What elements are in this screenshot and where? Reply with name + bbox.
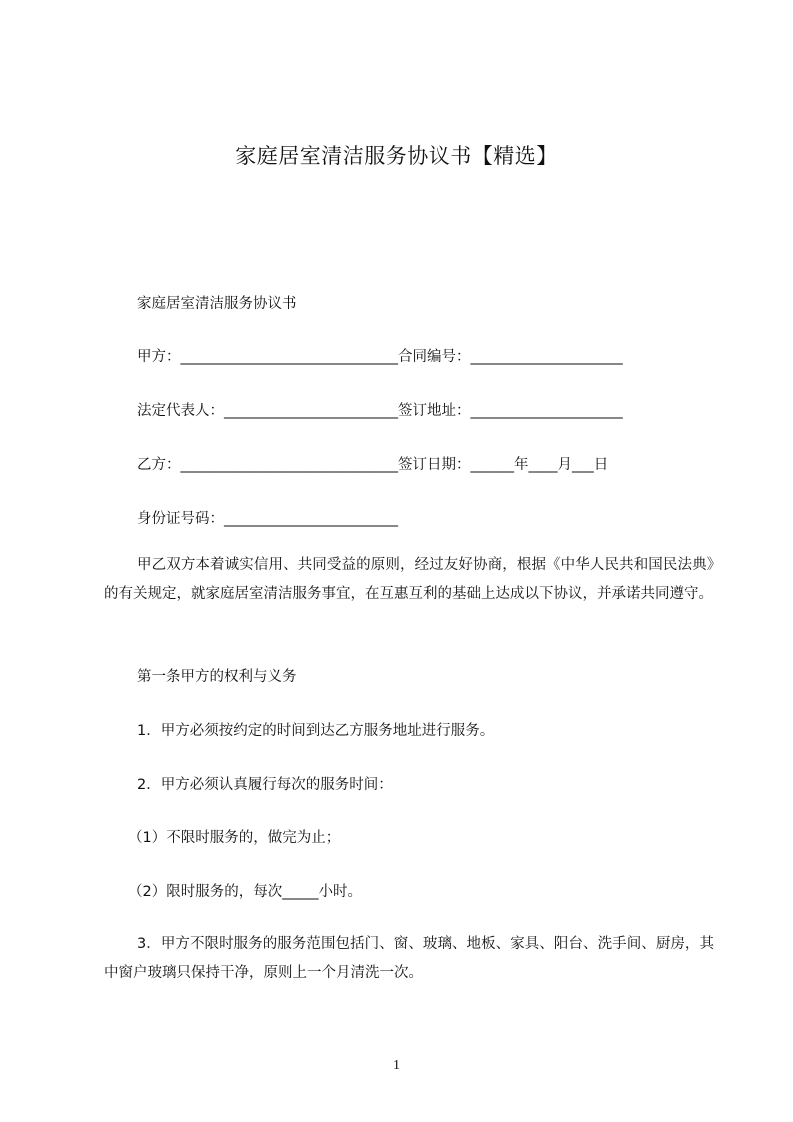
sign-date-value: ______年____月___日	[470, 457, 609, 473]
item-2: 2．甲方必须认真履行每次的服务时间：	[137, 777, 393, 793]
item-1: 1．甲方必须按约定的时间到达乙方服务地址进行服务。	[137, 723, 495, 739]
sign-place-label: 签订地址：	[398, 403, 471, 419]
page-number: 1	[393, 1058, 400, 1073]
sign-place-blank: _____________________	[470, 403, 623, 419]
item-2-2: （2）限时服务的，每次_____小时。	[128, 884, 362, 900]
item-2-1: （1）不限时服务的，做完为止；	[128, 830, 341, 846]
item-3-paragraph: 3．甲方不限时服务的服务范围包括门、窗、玻璃、地板、家具、阳台、洗手间、厨房，其中窗户玻璃只保持干净，原则上一个月清洗一次。	[104, 936, 714, 981]
document-title: 家庭居室清洁服务协议书【精选】	[235, 144, 558, 168]
article1-title: 第一条甲方的权利与义务	[137, 669, 297, 685]
document-subtitle: 家庭居室清洁服务协议书	[137, 296, 297, 312]
legal-rep-row	[137, 399, 623, 420]
id-label: 身份证号码：	[137, 511, 224, 527]
contract-no-label: 合同编号：	[398, 349, 471, 365]
legal-rep-label: 法定代表人：	[137, 403, 224, 419]
party-b-label: 乙方：	[137, 457, 181, 473]
party-b-row	[137, 453, 608, 474]
sign-date-label: 签订日期：	[398, 457, 471, 473]
intro-paragraph: 甲乙双方本着诚实信用、共同受益的原则，经过友好协商，根据《中华人民共和国民法典》的有关规定，就家庭居室清洁服务事宜，在互惠互利的基础上达成以下协议，并承诺共同遵守。	[104, 557, 714, 602]
party-a-label: 甲方：	[137, 349, 181, 365]
contract-no-blank: _____________________	[470, 349, 623, 365]
id-blank: ________________________	[224, 511, 398, 527]
party-a-row	[137, 345, 623, 366]
id-row	[137, 507, 398, 528]
party-a-blank: ______________________________	[180, 349, 398, 365]
party-b-blank: ______________________________	[180, 457, 398, 473]
legal-rep-blank: ________________________	[224, 403, 398, 419]
